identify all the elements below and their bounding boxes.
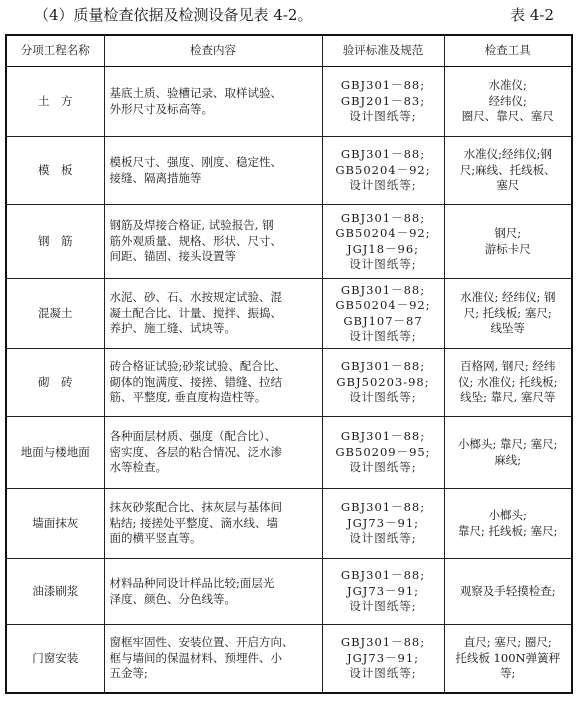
cell-standard-line: GBJ107－87 — [343, 313, 423, 328]
cell-standard — [322, 349, 444, 417]
table-number: 表 4-2 — [510, 6, 554, 24]
cell-tools-line: 游标卡尺 — [484, 241, 531, 256]
cell-tools — [444, 489, 572, 559]
cell-tools-line: 线坠; 靠尺, 塞尺等 — [460, 390, 556, 405]
cell-project-name: 油漆刷浆 — [6, 559, 104, 625]
table-row — [6, 625, 572, 693]
cell-standard-line: 设计图纸等; — [349, 460, 417, 475]
cell-project-name: 地面与楼地面 — [6, 417, 104, 489]
cell-standard — [322, 417, 444, 489]
column-header-tools: 检查工具 — [444, 35, 572, 67]
cell-inspection-content — [104, 559, 322, 625]
cell-tools — [444, 67, 572, 137]
table-body — [6, 67, 572, 693]
cell-standard-line: GB50204－92; — [335, 162, 431, 177]
cell-inspection-content-line: 养护、施工缝、试块等。 — [109, 321, 236, 336]
cell-standard — [322, 205, 444, 279]
cell-inspection-content-line: 密实度、各层的粘合情况、泛水渗 — [109, 444, 282, 459]
column-header-content: 检查内容 — [104, 35, 322, 67]
cell-inspection-content-line: 粘结; 接搓处平整度、滴水线、墙 — [109, 515, 279, 530]
cell-inspection-content-line: 砌体的饱满度、接搓、错缝、拉结 — [109, 374, 282, 389]
cell-inspection-content-line: 抹灰砂浆配合比、抹灰层与基体间 — [109, 500, 282, 515]
cell-standard-line: 设计图纸等; — [349, 109, 417, 124]
cell-tools-line: 直尺; 塞尺; 圈尺; — [463, 635, 552, 649]
cell-project-name: 墙面抹灰 — [6, 489, 104, 559]
cell-tools — [444, 205, 572, 279]
cell-tools — [444, 417, 572, 489]
table-row — [6, 489, 572, 559]
cell-tools — [444, 625, 572, 693]
cell-tools-line: 圈尺、靠尺、塞尺 — [461, 109, 554, 124]
cell-inspection-content — [104, 67, 322, 137]
table-row — [6, 417, 572, 489]
cell-project-name: 砌 砖 — [6, 349, 104, 417]
cell-inspection-content — [104, 417, 322, 489]
cell-inspection-content-line: 筋、平整度, 垂直度构造柱等。 — [109, 390, 267, 405]
cell-standard-line: GBJ301－88; — [340, 500, 426, 515]
cell-inspection-content-line: 材料品种同设计样品比较;面层光 — [109, 576, 275, 590]
cell-standard — [322, 137, 444, 205]
cell-inspection-content — [104, 137, 322, 205]
cell-standard-line: GBJ301－88; — [340, 359, 426, 374]
cell-tools-line: 托线板 100N弹簧秤 — [455, 650, 561, 665]
cell-tools-line: 百格网, 钢尺; 经纬 — [460, 359, 556, 374]
cell-inspection-content-line: 水等检查。 — [109, 460, 167, 475]
cell-inspection-content-line: 窗框牢固性、安装位置、开启方向、 — [109, 635, 294, 649]
cell-inspection-content-line: 面的横平竖直等。 — [109, 531, 202, 546]
cell-standard-line: 设计图纸等; — [349, 531, 417, 546]
table-row — [6, 349, 572, 417]
cell-standard-line: 设计图纸等; — [349, 178, 417, 193]
cell-standard-line: GBJ301－88; — [340, 78, 426, 93]
cell-inspection-content-line: 水泥、砂、石、水按规定试验、混 — [109, 290, 282, 305]
cell-inspection-content — [104, 279, 322, 349]
cell-inspection-content — [104, 349, 322, 417]
cell-standard-line: GBJ301－88; — [340, 429, 426, 444]
cell-standard-line: GBJ50203-98; — [336, 374, 430, 389]
cell-inspection-content-line: 五金等; — [109, 666, 148, 680]
cell-standard-line: JGJ18－96; — [346, 241, 420, 256]
cell-inspection-content-line: 框与墙间的保温材料、预埋件、小 — [109, 650, 282, 665]
cell-tools-line: 小榔头; 靠尺; 塞尺; — [458, 437, 558, 451]
column-header-standard: 验评标准及规范 — [322, 35, 444, 67]
cell-tools-line: 等; — [500, 666, 516, 680]
cell-standard-line: GBJ301－88; — [340, 635, 426, 649]
cell-tools-line: 经纬仪; — [488, 93, 527, 108]
table-row — [6, 67, 572, 137]
cell-inspection-content-line: 间距、锚固、接头设置等 — [109, 249, 236, 264]
cell-tools — [444, 349, 572, 417]
cell-standard-line: GBJ301－88; — [340, 210, 426, 225]
cell-project-name: 钢 筋 — [6, 205, 104, 279]
cell-inspection-content-line: 模板尺寸、强度、刚度、稳定性、 — [109, 155, 282, 169]
cell-inspection-content — [104, 205, 322, 279]
cell-standard-line: GB50204－92; — [335, 226, 431, 240]
cell-standard — [322, 559, 444, 625]
cell-tools — [444, 279, 572, 349]
cell-inspection-content-line: 各种面层材质、强度（配合比）、 — [109, 429, 277, 444]
table-row — [6, 559, 572, 625]
caption-text: （4）质量检查依据及检测设备见表 4-2。 — [34, 6, 313, 24]
cell-tools-line: 水准仪;经纬仪;钢 — [463, 147, 552, 162]
cell-standard-line: 设计图纸等; — [349, 599, 417, 614]
table-row — [6, 205, 572, 279]
cell-inspection-content-line: 基底土质、验槽记录、取样试验、 — [109, 86, 282, 100]
cell-inspection-content — [104, 489, 322, 559]
cell-standard — [322, 489, 444, 559]
cell-inspection-content-line: 泽度、颜色、分色线等。 — [109, 591, 236, 606]
cell-standard-line: GBJ301－88; — [340, 282, 426, 297]
table-caption — [34, 4, 554, 26]
cell-standard-line: JGJ73－91; — [346, 650, 420, 665]
cell-tools-line: 小榔头; — [488, 508, 527, 522]
quality-inspection-table — [5, 34, 573, 694]
cell-inspection-content-line: 凝土配合比、计量、搅拌、振捣、 — [109, 305, 282, 320]
table-header-row — [6, 35, 572, 67]
cell-standard-line: GB50204－92; — [335, 298, 431, 312]
cell-tools-line: 麻线; — [494, 452, 522, 467]
cell-standard — [322, 67, 444, 137]
cell-tools-line: 观察及手轻摸检查; — [459, 583, 556, 598]
cell-tools — [444, 137, 572, 205]
cell-tools-line: 尺;麻线、托线板、 — [459, 162, 556, 177]
cell-project-name: 混凝土 — [6, 279, 104, 349]
cell-tools-line: 尺; 托线板; 塞尺; — [463, 305, 552, 320]
cell-inspection-content-line: 砖合格证试验;砂浆试验、配合比、 — [109, 359, 286, 374]
table-row — [6, 137, 572, 205]
cell-standard-line: JGJ73－91; — [346, 583, 420, 598]
table-row — [6, 279, 572, 349]
cell-project-name: 土 方 — [6, 67, 104, 137]
cell-standard-line: 设计图纸等; — [349, 666, 417, 680]
cell-inspection-content-line: 筋外观质量、规格、形状、尺寸、 — [109, 233, 282, 248]
cell-project-name: 门窗安装 — [6, 625, 104, 693]
cell-tools-line: 水准仪; — [488, 78, 527, 93]
cell-tools-line: 钢尺; — [494, 226, 522, 240]
cell-standard-line: JGJ73－91; — [346, 515, 420, 530]
cell-inspection-content-line: 接缝、隔离措施等 — [109, 170, 202, 185]
cell-tools-line: 水准仪; 经纬仪; 钢 — [459, 290, 556, 305]
cell-inspection-content — [104, 625, 322, 693]
cell-inspection-content-line: 外形尺寸及标高等。 — [109, 101, 213, 116]
cell-tools-line: 仪; 水准仪; 托线板; — [458, 374, 558, 389]
cell-standard-line: 设计图纸等; — [349, 257, 417, 271]
cell-standard-line: GBJ301－88; — [340, 568, 426, 583]
cell-standard-line: 设计图纸等; — [349, 390, 417, 405]
column-header-name: 分项工程名称 — [6, 35, 104, 67]
cell-standard-line: GB50209－95; — [335, 444, 431, 459]
cell-tools — [444, 559, 572, 625]
cell-inspection-content-line: 钢筋及焊接合格证, 试验报告, 钢 — [109, 218, 274, 233]
cell-tools-line: 靠尺; 托线板; 塞尺; — [458, 523, 558, 538]
cell-standard-line: GBJ201－83; — [340, 93, 426, 108]
cell-standard-line: 设计图纸等; — [349, 329, 417, 343]
cell-standard-line: GBJ301－88; — [340, 147, 426, 162]
cell-standard — [322, 279, 444, 349]
cell-standard — [322, 625, 444, 693]
cell-tools-line: 线坠等 — [490, 321, 525, 336]
cell-project-name: 模 板 — [6, 137, 104, 205]
cell-tools-line: 塞尺 — [496, 178, 520, 193]
